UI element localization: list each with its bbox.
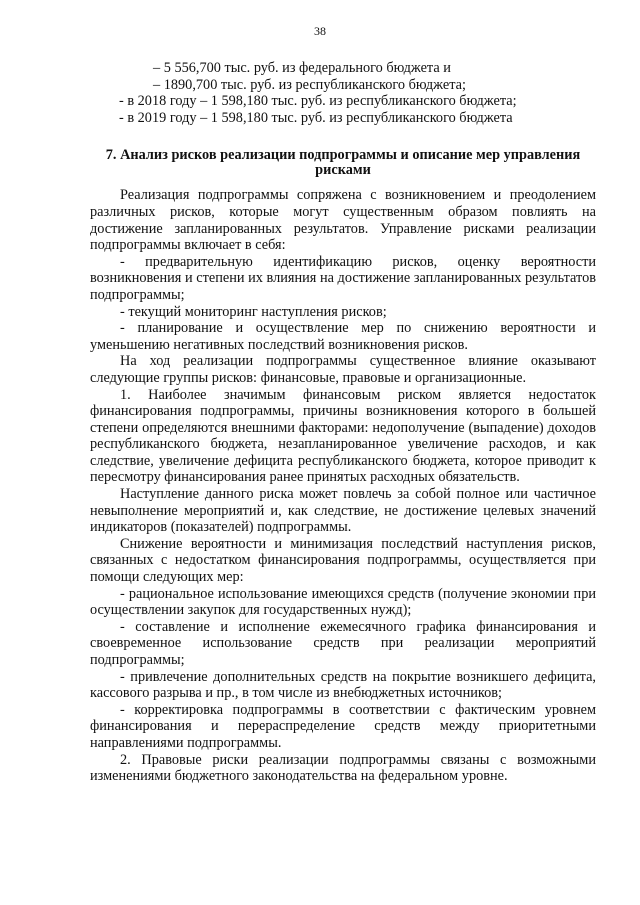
page-number: 38 (314, 24, 326, 38)
section-heading: 7. Анализ рисков реализации подпрограммы и описание мер управления рисками (105, 147, 581, 178)
list-item: - рациональное использование имеющихся средств (получение экономии при осуществлении закупок для государственных нужд); (90, 585, 596, 619)
budget-line: – 1890,700 тыс. руб. из республиканского бюджета; (153, 76, 466, 93)
paragraph: 1. Наиболее значимым финансовым риском является недостаток финансирования подпрограммы, причины возникновения которого в большей степени определяются внешними факторами: недополучение (выпадение) доходов республиканского бюджета, незапланированное увеличение расходов, и как следствие, увеличение дефицита республиканского бюджета, которое приводит к пересмотру финансирования ранее принятых расходных обязательств. (90, 386, 596, 486)
budget-line: – 5 556,700 тыс. руб. из федерального бюджета и (153, 60, 451, 76)
list-item: - текущий мониторинг наступления рисков; (120, 303, 387, 320)
budget-year-line: - в 2019 году – 1 598,180 тыс. руб. из республиканского бюджета (119, 109, 513, 126)
paragraph: Наступление данного риска может повлечь за собой полное или частичное невыполнение мероприятий и, как следствие, не достижение целевых значений индикаторов (показателей) подпрограммы. (90, 486, 596, 536)
paragraph: На ход реализации подпрограммы существенное влияние оказывают следующие группы рисков: финансовые, правовые и организационные. (90, 353, 596, 386)
budget-year-line: - в 2018 году – 1 598,180 тыс. руб. из республиканского бюджета; (119, 93, 517, 110)
list-item: - предварительную идентификацию рисков, оценку вероятности возникновения и степени их влияния на достижение запланированных результатов подпрограммы; (90, 253, 596, 303)
paragraph: Реализация подпрограммы сопряжена с возникновением и преодолением различных рисков, которые могут существенным образом повлиять на достижение запланированных результатов. Управление рисками реализации подпрограммы включает в себя: (90, 187, 596, 254)
list-item: - составление и исполнение ежемесячного графика финансирования и своевременное использование средств при реализации мероприятий подпрограммы; (90, 618, 596, 668)
paragraph: Снижение вероятности и минимизация последствий наступления рисков, связанных с недостатком финансирования подпрограммы, осуществляется при помощи следующих мер: (90, 535, 596, 586)
list-item: - корректировка подпрограммы в соответствии с фактическим уровнем финансирования и перераспределение средств между приоритетными направлениями подпрограммы. (90, 701, 596, 751)
list-item: - привлечение дополнительных средств на покрытие возникшего дефицита, кассового разрыва и пр., в том числе из внебюджетных источников; (90, 668, 596, 702)
page-content (90, 60, 596, 785)
paragraph: 2. Правовые риски реализации подпрограммы связаны с возможными изменениями бюджетного законодательства на федеральном уровне. (90, 751, 596, 785)
list-item: - планирование и осуществление мер по снижению вероятности и уменьшению негативных последствий возникновения рисков. (90, 320, 596, 353)
